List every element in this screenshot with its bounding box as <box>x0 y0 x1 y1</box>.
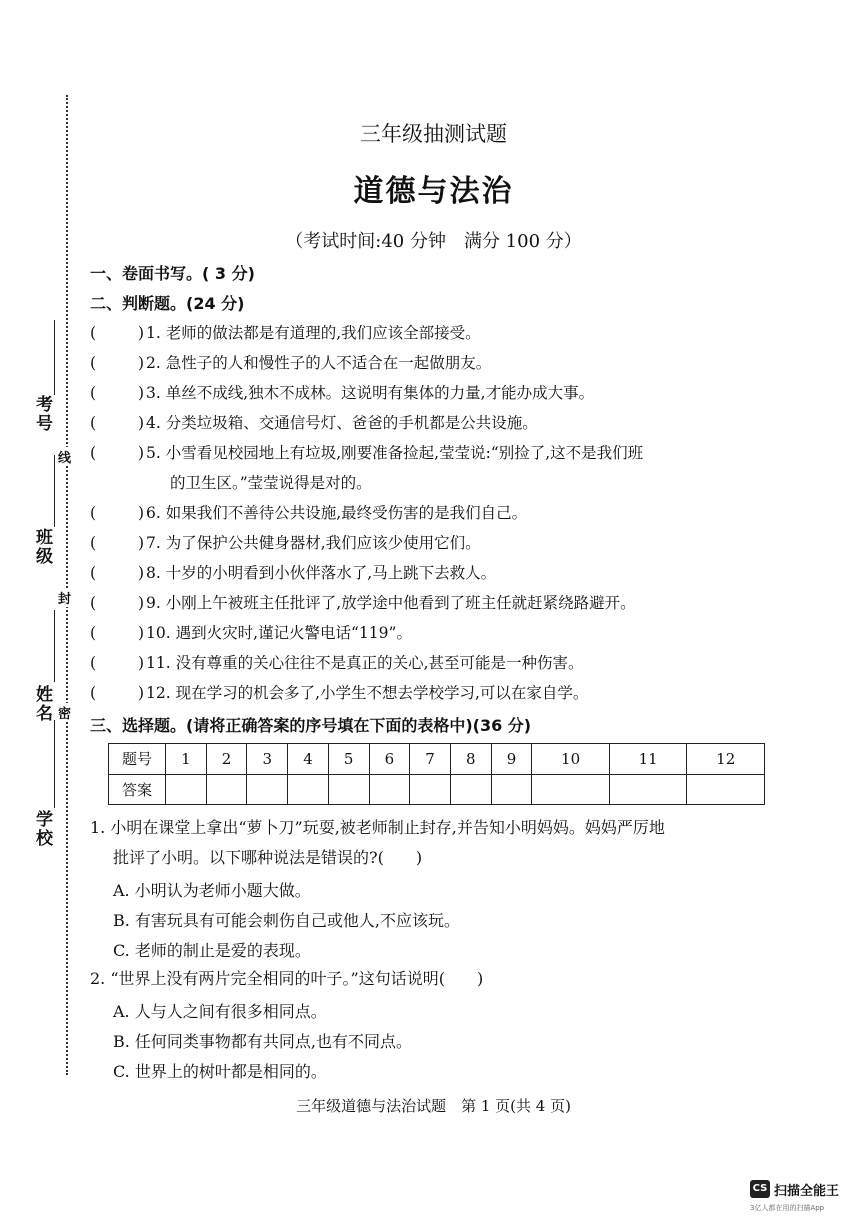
answer-table <box>108 743 765 805</box>
scanner-tagline: 3亿人都在用的扫描App <box>750 1204 825 1212</box>
answer-paren-right: ) <box>138 414 145 432</box>
exam-number-label: 考号 <box>32 395 52 433</box>
question-1-line-1: 1. 小明在课堂上拿出“萝卜刀”玩耍,被老师制止封存,并告知小明妈妈。妈妈严厉地 <box>90 818 665 837</box>
answer-paren-left: ( <box>90 654 97 672</box>
tf-item-text: 5. 小雪看见校园地上有垃圾,刚要准备捡起,莹莹说:“别捡了,这不是我们班 <box>146 444 644 462</box>
question-2-line-1: 2. “世界上没有两片完全相同的叶子。”这句话说明( ) <box>90 969 484 988</box>
answer-paren-left: ( <box>90 534 97 552</box>
answer-cell[interactable] <box>687 774 765 805</box>
exam-subtitle: 三年级抽测试题 <box>360 122 507 146</box>
answer-cell[interactable] <box>450 774 491 805</box>
seal-seal-char: 封 <box>58 588 71 607</box>
tf-item-text: 2. 急性子的人和慢性子的人不适合在一起做朋友。 <box>146 354 492 372</box>
question-number-cell: 7 <box>410 744 451 775</box>
answer-cell[interactable] <box>328 774 369 805</box>
tf-item-text: 6. 如果我们不善待公共设施,最终受伤害的是我们自己。 <box>146 504 528 522</box>
answer-paren-left: ( <box>90 384 97 402</box>
section-3-heading: 三、选择题。(请将正确答案的序号填在下面的表格中)(36 分) <box>90 716 532 735</box>
question-number-cell: 10 <box>532 744 610 775</box>
answer-paren-left: ( <box>90 444 97 462</box>
answer-paren-right: ) <box>138 534 145 552</box>
question-1-option-c: C. 老师的制止是爱的表现。 <box>113 941 311 960</box>
section-1-heading: 一、卷面书写。( 3 分) <box>90 264 255 283</box>
question-number-cell: 6 <box>369 744 410 775</box>
seal-line-char: 线 <box>58 447 71 466</box>
question-number-cell: 5 <box>328 744 369 775</box>
answer-paren-left: ( <box>90 414 97 432</box>
tf-item-text: 12. 现在学习的机会多了,小学生不想去学校学习,可以在家自学。 <box>146 684 589 702</box>
answer-paren-right: ) <box>138 354 145 372</box>
school-blank <box>54 720 55 808</box>
answer-paren-left: ( <box>90 594 97 612</box>
tf-item-text: 的卫生区。”莹莹说得是对的。 <box>170 474 372 492</box>
answer-cell[interactable] <box>410 774 451 805</box>
name-blank <box>54 610 55 682</box>
table-header-cell: 答案 <box>109 774 166 805</box>
answer-paren-left: ( <box>90 504 97 522</box>
name-label: 姓名 <box>32 685 52 723</box>
table-header-cell: 题号 <box>109 744 166 775</box>
answer-cell[interactable] <box>166 774 207 805</box>
question-2-option-a: A. 人与人之间有很多相同点。 <box>113 1002 327 1021</box>
question-number-cell: 1 <box>166 744 207 775</box>
tf-item-text: 7. 为了保护公共健身器材,我们应该少使用它们。 <box>146 534 481 552</box>
answer-paren-right: ) <box>138 384 145 402</box>
answer-paren-left: ( <box>90 684 97 702</box>
answer-paren-right: ) <box>138 594 145 612</box>
tf-item-text: 1. 老师的做法都是有道理的,我们应该全部接受。 <box>146 324 481 342</box>
answer-paren-left: ( <box>90 564 97 582</box>
tf-item-text: 8. 十岁的小明看到小伙伴落水了,马上跳下去救人。 <box>146 564 497 582</box>
answer-paren-left: ( <box>90 354 97 372</box>
tf-item-text: 9. 小刚上午被班主任批评了,放学途中他看到了班主任就赶紧绕路避开。 <box>146 594 636 612</box>
scanner-watermark <box>750 1180 860 1220</box>
answer-paren-right: ) <box>138 564 145 582</box>
tf-item-text: 10. 遇到火灾时,谨记火警电话“119”。 <box>146 624 412 642</box>
tf-item-text: 4. 分类垃圾箱、交通信号灯、爸爸的手机都是公共设施。 <box>146 414 538 432</box>
answer-cell[interactable] <box>288 774 329 805</box>
question-2-option-c: C. 世界上的树叶都是相同的。 <box>113 1062 327 1081</box>
exam-note: （考试时间:40 分钟 满分 100 分） <box>285 231 582 252</box>
answer-paren-right: ) <box>138 504 145 522</box>
answer-cell[interactable] <box>491 774 532 805</box>
question-number-cell: 4 <box>288 744 329 775</box>
answer-cell[interactable] <box>369 774 410 805</box>
section-2-heading: 二、判断题。(24 分) <box>90 294 245 313</box>
exam-number-blank <box>54 320 55 395</box>
question-number-cell: 8 <box>450 744 491 775</box>
answer-table-number-row <box>109 744 765 775</box>
question-1-line-2: 批评了小明。以下哪种说法是错误的?( ) <box>113 848 423 867</box>
answer-paren-right: ) <box>138 624 145 642</box>
question-1-option-a: A. 小明认为老师小题大做。 <box>113 881 311 900</box>
question-number-cell: 11 <box>609 744 687 775</box>
answer-table-answer-row <box>109 774 765 805</box>
tf-item-text: 3. 单丝不成线,独木不成林。这说明有集体的力量,才能办成大事。 <box>146 384 595 402</box>
scanner-app-name: 扫描全能王 <box>774 1184 840 1199</box>
seal-secret-char: 密 <box>58 703 71 722</box>
answer-paren-left: ( <box>90 624 97 642</box>
question-1-option-b: B. 有害玩具有可能会刺伤自己或他人,不应该玩。 <box>113 911 461 930</box>
question-number-cell: 3 <box>247 744 288 775</box>
question-number-cell: 12 <box>687 744 765 775</box>
tf-item-text: 11. 没有尊重的关心往往不是真正的关心,甚至可能是一种伤害。 <box>146 654 584 672</box>
scanner-logo-icon: CS <box>750 1180 770 1198</box>
answer-cell[interactable] <box>247 774 288 805</box>
exam-title: 道德与法治 <box>353 174 514 209</box>
school-label: 学校 <box>32 810 52 848</box>
page-footer: 三年级道德与法治试题 第 1 页(共 4 页) <box>296 1097 571 1115</box>
question-2-option-b: B. 任何同类事物都有共同点,也有不同点。 <box>113 1032 413 1051</box>
answer-paren-right: ) <box>138 324 145 342</box>
answer-cell[interactable] <box>609 774 687 805</box>
answer-cell[interactable] <box>532 774 610 805</box>
answer-cell[interactable] <box>206 774 247 805</box>
answer-paren-right: ) <box>138 654 145 672</box>
question-number-cell: 2 <box>206 744 247 775</box>
answer-paren-right: ) <box>138 684 145 702</box>
question-number-cell: 9 <box>491 744 532 775</box>
answer-paren-right: ) <box>138 444 145 462</box>
class-label: 班级 <box>32 528 52 566</box>
answer-paren-left: ( <box>90 324 97 342</box>
class-blank <box>54 455 55 527</box>
